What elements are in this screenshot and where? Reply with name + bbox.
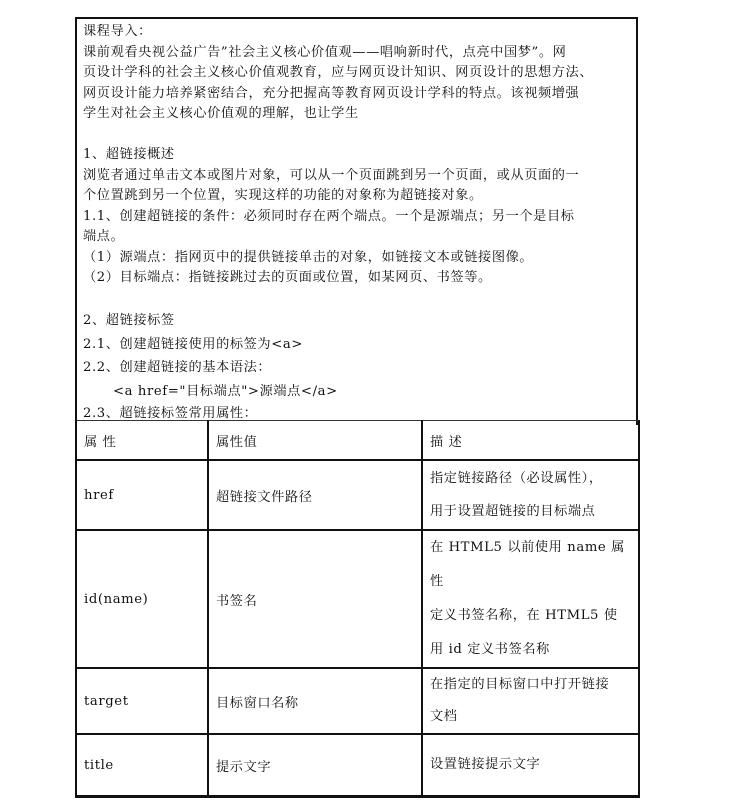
desc-line: 指定链接路径（必设属性）， xyxy=(430,471,603,486)
intro-section xyxy=(77,19,636,145)
attr-cell: title xyxy=(76,734,208,797)
value-cell: 超链接文件路径 xyxy=(208,460,422,530)
lesson-content-frame xyxy=(75,17,638,425)
desc-line: 用 id 定义书签名称 xyxy=(430,642,550,657)
section1-line: （2）目标端点：指链接跳过去的页面或位置，如某网页、书签等。 xyxy=(83,270,492,285)
intro-line: 页设计学科的社会主义核心价值观教育，应与网页设计知识、网页设计的思想方法、 xyxy=(83,65,594,80)
desc-line: 文档 xyxy=(430,709,458,724)
intro-heading: 课程导入： xyxy=(83,24,152,39)
desc-cell xyxy=(422,460,639,530)
value-cell: 目标窗口名称 xyxy=(208,668,422,734)
header-value: 属性值 xyxy=(208,421,422,461)
header-attribute: 属 性 xyxy=(76,421,208,461)
section1-line: （1）源端点：指网页中的提供链接单击的对象，如链接文本或链接图像。 xyxy=(83,249,534,265)
section-hyperlink-tag xyxy=(77,309,636,425)
attr-cell: href xyxy=(76,460,208,530)
section1-title: 1、超链接概述 xyxy=(83,147,175,162)
desc-line: 在 HTML5 以前使用 name 属性 xyxy=(430,540,625,589)
syntax-code: <a href="目标端点">源端点</a> xyxy=(113,383,338,399)
table-header-row xyxy=(76,421,639,461)
desc-cell xyxy=(422,734,639,797)
table-row xyxy=(76,460,639,530)
table-row xyxy=(76,668,639,734)
intro-line: 网页设计能力培养紧密结合，充分把握高等教育网页设计学科的特点。该视频增强 xyxy=(83,85,580,101)
intro-line: 课前观看央视公益广告”社会主义核心价值观——唱响新时代，点亮中国梦”。网 xyxy=(83,44,567,60)
attr-cell: target xyxy=(76,668,208,734)
intro-line: 学生对社会主义核心价值观的理解，也让学生 xyxy=(83,106,359,121)
table-row xyxy=(76,734,639,797)
desc-line: 定义书签名称，在 HTML5 使 xyxy=(430,608,618,623)
desc-cell xyxy=(422,530,639,668)
value-cell: 提示文字 xyxy=(208,734,422,797)
section2-line: 2.1、创建超链接使用的标签为<a> xyxy=(83,336,303,352)
table-row xyxy=(76,530,639,668)
attributes-table xyxy=(75,420,640,798)
section1-line: 1.1、创建超链接的条件：必须同时存在两个端点。一个是源端点；另一个是目标 xyxy=(83,208,575,224)
attr-cell: id(name) xyxy=(76,530,208,668)
desc-line: 设置链接提示文字 xyxy=(430,757,541,772)
section-hyperlink-overview xyxy=(77,145,636,309)
section1-line: 端点。 xyxy=(83,229,125,244)
section1-line: 个位置跳到另一个位置，实现这样的功能的对象称为超链接对象。 xyxy=(83,188,483,203)
desc-line: 在指定的目标窗口中打开链接 xyxy=(430,677,610,692)
table-caption: 2.3、超链接标签常用属性： xyxy=(83,406,258,421)
header-description: 描 述 xyxy=(422,421,639,461)
value-cell: 书签名 xyxy=(208,530,422,668)
section1-line: 浏览者通过单击文本或图片对象，可以从一个页面跳到另一个页面，或从页面的一 xyxy=(83,167,580,183)
desc-cell xyxy=(422,668,639,734)
section2-title: 2、超链接标签 xyxy=(83,313,175,328)
desc-line: 用于设置超链接的目标端点 xyxy=(430,504,596,519)
section2-line: 2.2、创建超链接的基本语法： xyxy=(83,360,272,375)
